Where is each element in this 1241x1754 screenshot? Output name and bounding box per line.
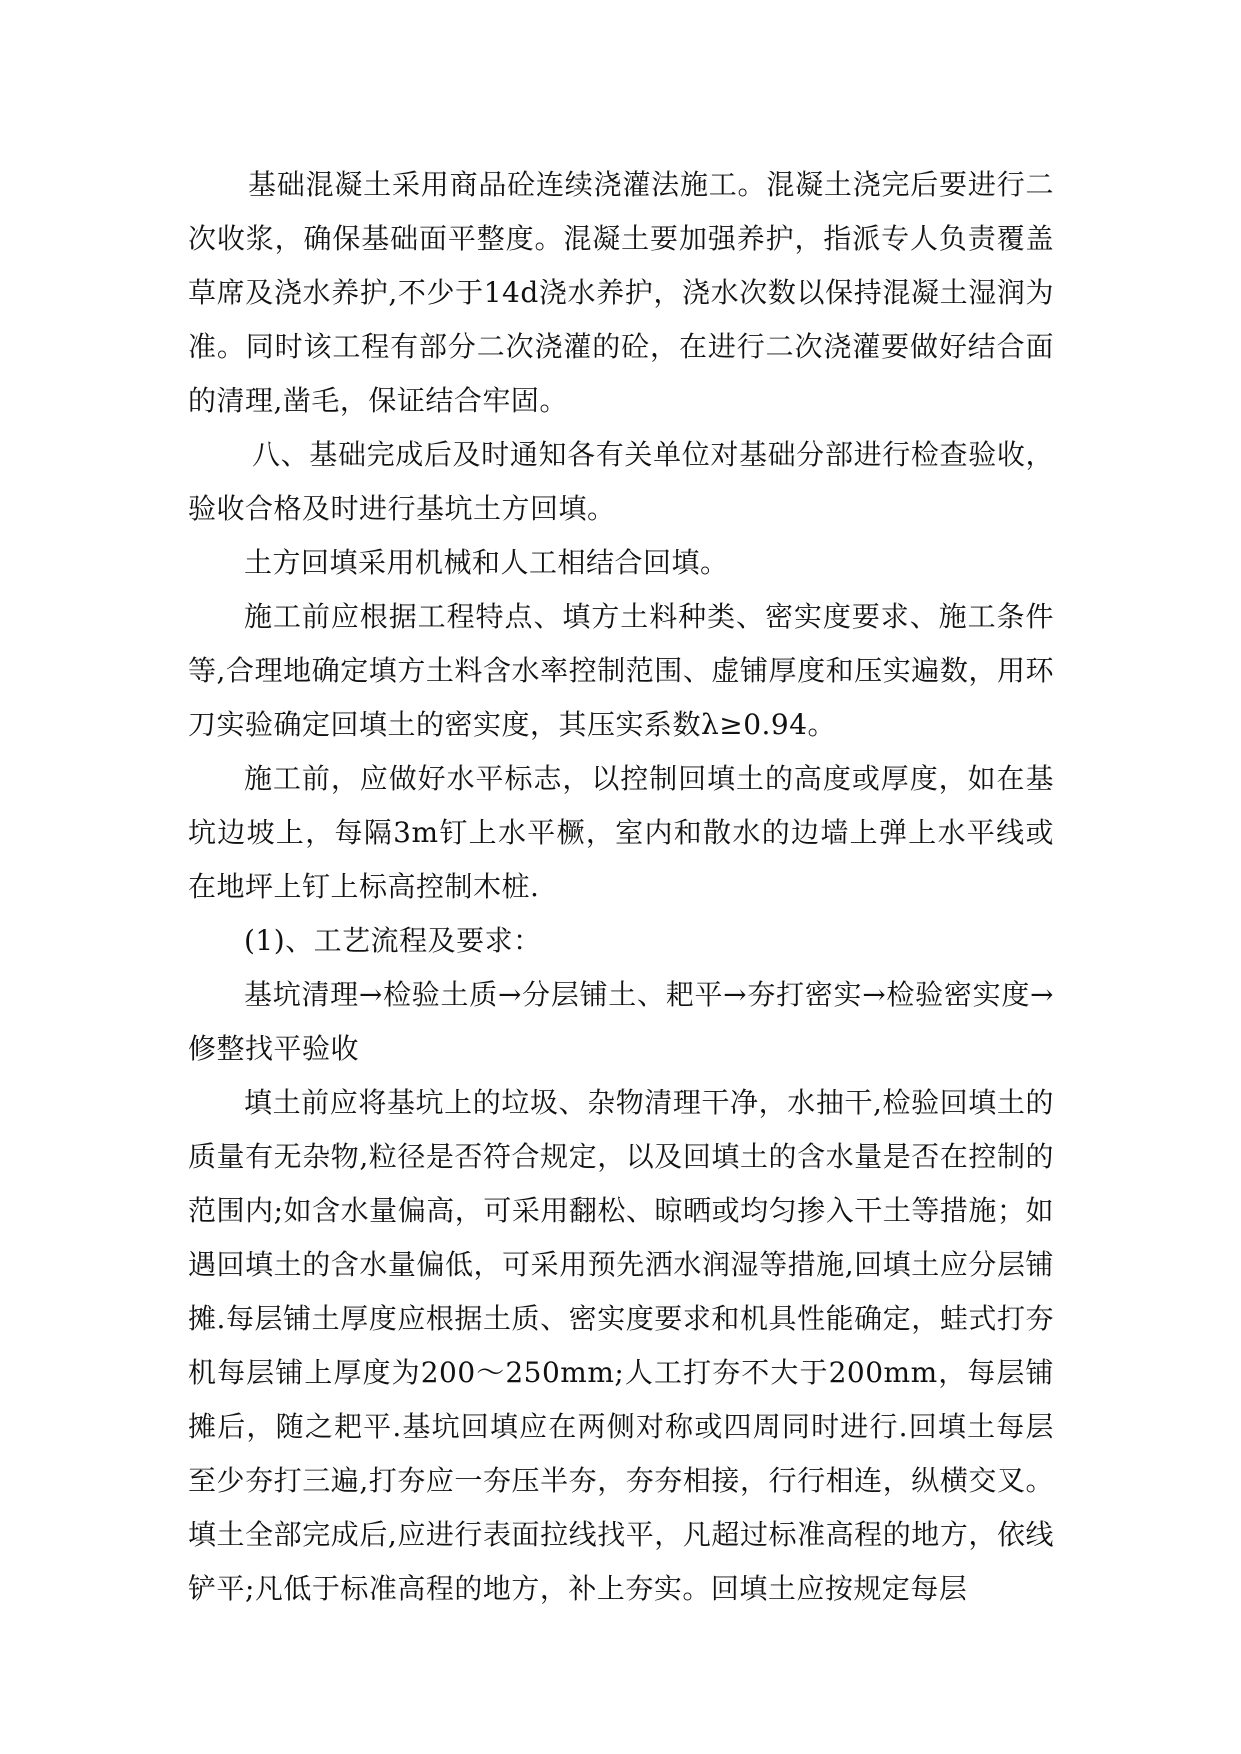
paragraph-process-heading: (1)、工艺流程及要求： bbox=[244, 924, 542, 957]
paragraph-concrete-pouring: 基础混凝土采用商品砼连续浇灌法施工。混凝土浇完后要进行二次收浆，确保基础面平整度。混凝土要加强养护，指派专人负责覆盖草席及浇水养护,不少于14d浇水养护，浇水次数以保持混凝土湿润为准。同时该工程有部分二次浇灌的砼，在进行二次浇灌要做好结合面的清理,凿毛，保证结合牢固。 bbox=[188, 168, 1054, 417]
document-body bbox=[188, 158, 1054, 1616]
paragraph-process-flow: 基坑清理→检验土质→分层铺土、耙平→夯打密实→检验密实度→修整找平验收 bbox=[188, 978, 1054, 1065]
paragraph-backfill-requirements: 填土前应将基坑上的垃圾、杂物清理干净，水抽干,检验回填土的质量有无杂物,粒径是否符合规定，以及回填土的含水量是否在控制的范围内;如含水量偏高，可采用翻松、晾晒或均匀掺入干土等措施；如遇回填土的含水量偏低，可采用预先洒水润湿等措施,回填土应分层铺摊.每层铺土厚度应根据土质、密实度要求和机具性能确定，蛙式打夯机每层铺上厚度为200～250mm;人工打夯不大于200mm，每层铺摊后，随之耙平.基坑回填应在两侧对称或四周同时进行.回填土每层至少夯打三遍,打夯应一夯压半夯，夯夯相接，行行相连，纵横交叉。填土全部完成后,应进行表面拉线找平，凡超过标准高程的地方，依线铲平;凡低于标准高程的地方，补上夯实。回填土应按规定每层 bbox=[188, 1086, 1054, 1605]
paragraph-backfill-method: 土方回填采用机械和人工相结合回填。 bbox=[244, 546, 729, 579]
paragraph-foundation-acceptance: 八、基础完成后及时通知各有关单位对基础分部进行检查验收，验收合格及时进行基坑土方回填。 bbox=[188, 438, 1054, 525]
paragraph-level-markers: 施工前，应做好水平标志，以控制回填土的高度或厚度，如在基坑边坡上，每隔3m钉上水平橛，室内和散水的边墙上弹上水平线或在地坪上钉上标高控制木桩. bbox=[188, 762, 1054, 903]
paragraph-backfill-preparation: 施工前应根据工程特点、填方土料种类、密实度要求、施工条件等,合理地确定填方土料含水率控制范围、虚铺厚度和压实遍数，用环刀实验确定回填土的密实度，其压实系数λ≥0.94。 bbox=[188, 600, 1054, 741]
